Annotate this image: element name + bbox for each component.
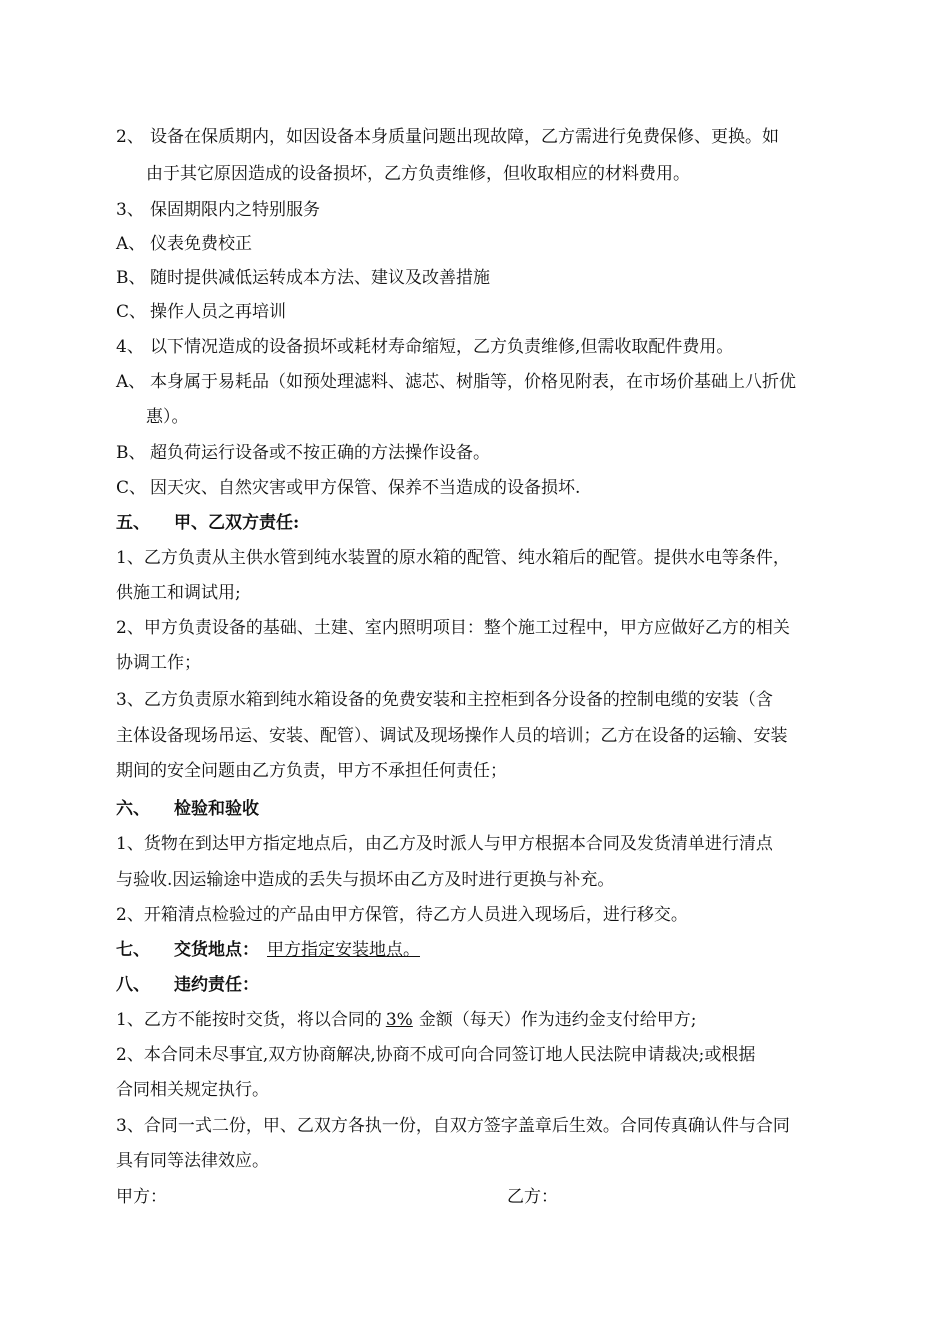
- clause-4: 4、 以下情况造成的设备损坏或耗材寿命缩短，乙方负责维修,但需收取配件费用。: [116, 337, 734, 357]
- paragraph-line: 3、乙方负责原水箱到纯水箱设备的免费安装和主控柜到各分设备的控制电缆的安装（含: [116, 690, 773, 710]
- list-item: A、 本身属于易耗品（如预处理滤料、滤芯、树脂等，价格见附表，在市场价基础上八折优: [116, 372, 796, 392]
- section-heading: 五、 甲、乙双方责任:: [116, 513, 300, 533]
- delivery-location-value: 甲方指定安装地点。: [267, 940, 420, 960]
- paragraph-line: 1、乙方不能按时交货，将以合同的 3% 金额（每天）作为违约金支付给甲方;: [116, 1010, 697, 1030]
- clause-2-line-2: 由于其它原因造成的设备损坏，乙方负责维修，但收取相应的材料费用。: [146, 164, 690, 184]
- paragraph-line: 期间的安全问题由乙方负责，甲方不承担任何责任；: [116, 761, 507, 781]
- paragraph-line: 合同相关规定执行。: [116, 1080, 269, 1100]
- paragraph-line: 3、合同一式二份，甲、乙双方各执一份，自双方签字盖章后生效。合同传真确认件与合同: [116, 1116, 790, 1136]
- penalty-rate: 3%: [385, 1010, 413, 1030]
- paragraph-line: 1、货物在到达甲方指定地点后，由乙方及时派人与甲方根据本合同及发货清单进行清点: [116, 834, 773, 854]
- paragraph-line: 1、乙方负责从主供水管到纯水装置的原水箱的配管、纯水箱后的配管。提供水电等条件，: [116, 548, 790, 568]
- paragraph-line: 2、本合同未尽事宜,双方协商解决,协商不成可向合同签订地人民法院申请裁决;或根据: [116, 1045, 756, 1065]
- list-item: C、 操作人员之再培训: [116, 302, 286, 322]
- paragraph-line: 2、甲方负责设备的基础、土建、室内照明项目：整个施工过程中，甲方应做好乙方的相关: [116, 618, 790, 638]
- list-item: B、 随时提供减低运转成本方法、建议及改善措施: [116, 268, 490, 288]
- paragraph-line: 主体设备现场吊运、安装、配管）、调试及现场操作人员的培训；乙方在设备的运输、安装: [116, 726, 788, 746]
- paragraph-line: 供施工和调试用;: [116, 583, 241, 603]
- section-heading: 八、 违约责任：: [116, 975, 259, 995]
- paragraph-line: 与验收.因运输途中造成的丢失与损坏由乙方及时进行更换与补充。: [116, 870, 615, 890]
- clause-number: 3、: [116, 200, 144, 220]
- clause-number: 2、: [116, 127, 144, 147]
- paragraph-line: 2、开箱清点检验过的产品由甲方保管，待乙方人员进入现场后，进行移交。: [116, 905, 688, 925]
- list-item-continuation: 惠）。: [146, 407, 189, 427]
- list-item: C、 因天灾、自然灾害或甲方保管、保养不当造成的设备损坏.: [116, 478, 581, 498]
- paragraph-line: 协调工作；: [116, 653, 201, 673]
- clause-number: 4、: [116, 337, 144, 357]
- list-item: B、 超负荷运行设备或不按正确的方法操作设备。: [116, 443, 490, 463]
- section-heading: 七、 交货地点： 甲方指定安装地点。: [116, 939, 426, 961]
- clause-3: 3、 保固期限内之特别服务: [116, 200, 320, 220]
- list-item: A、 仪表免费校正: [116, 234, 252, 254]
- clause-2-line-1: 2、 设备在保质期内，如因设备本身质量问题出现故障，乙方需进行免费保修、更换。如: [116, 127, 779, 147]
- party-a-signature: 甲方：: [116, 1187, 167, 1207]
- section-heading: 六、 检验和验收: [116, 799, 259, 819]
- party-b-signature: 乙方：: [507, 1187, 558, 1207]
- paragraph-line: 具有同等法律效应。: [116, 1151, 269, 1171]
